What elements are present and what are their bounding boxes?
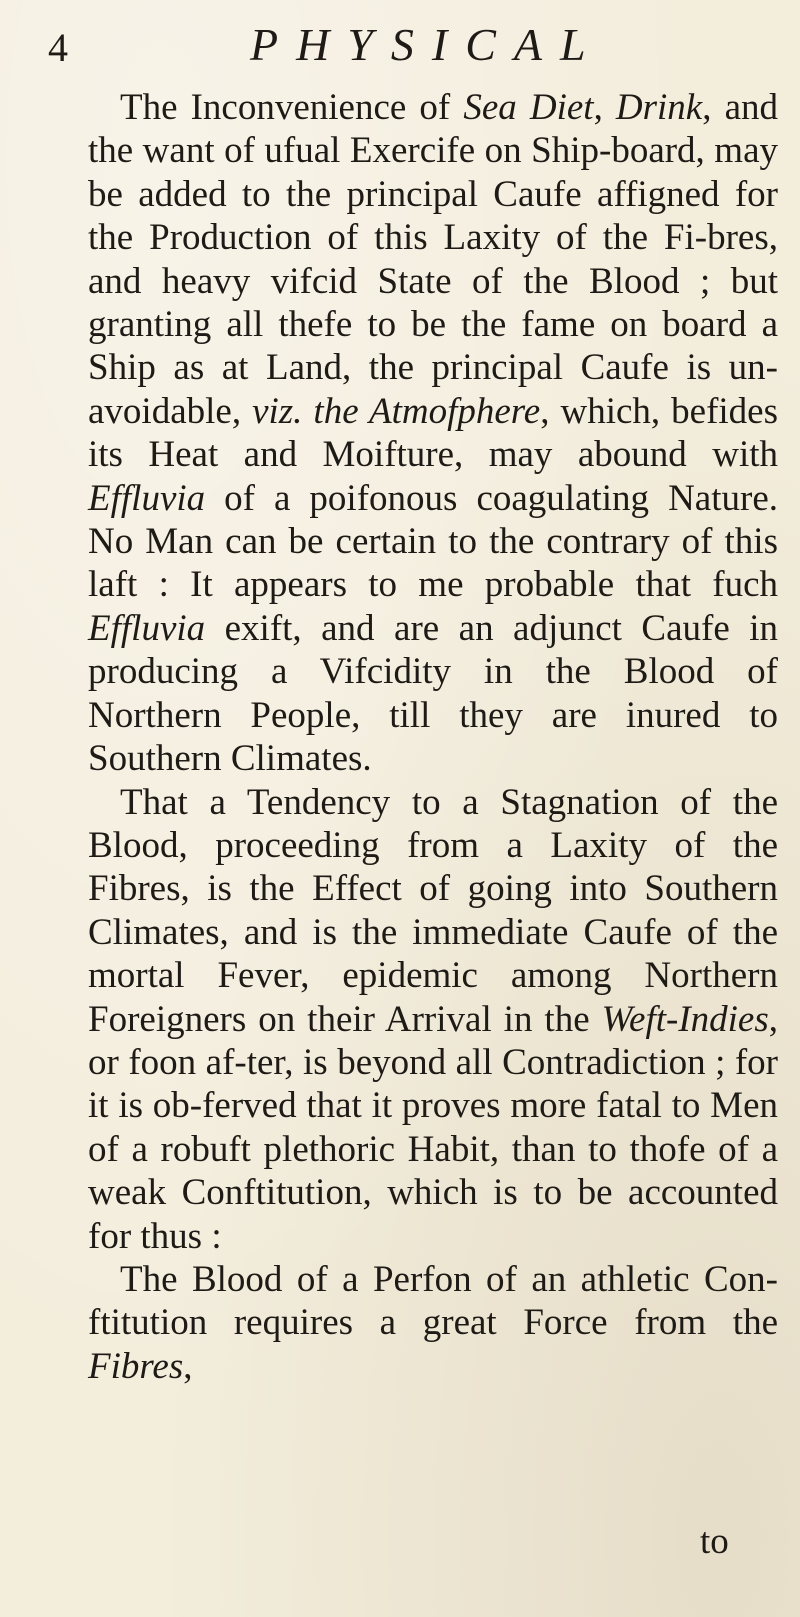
italic-text: Effluvia [88, 477, 206, 519]
text-run: of a poifonous coagulating Nature. No Man can be certain to the contrary of this laft : It appears to me probable that fuch [88, 477, 778, 606]
text-run: The Blood of a Perfon of an athletic Con-ftitution requires a great Force from the [88, 1258, 778, 1344]
page-number: 4 [48, 25, 68, 70]
text-run: That a Tendency to a Stagnation of the Blood, proceeding from a Laxity of the Fibres, is the Effect of going into Southern Climates, and is the immediate Caufe of the mortal Fever, epidemic among Northern Foreigners on their Arrival in the [88, 781, 778, 1040]
paragraph [88, 1258, 778, 1388]
italic-text: Effluvia [88, 607, 206, 649]
text-run: exift, and are an adjunct Caufe in producing a Vifcidity in the Blood of Northern People, till they are inured to Southern Climates. [88, 607, 778, 780]
italic-text: Sea Diet [463, 87, 594, 128]
page-header [0, 6, 800, 76]
catchword: to [700, 1521, 729, 1562]
text-run: , which, befides its Heat and Moifture, may abound with [88, 390, 778, 476]
text-run: , [593, 87, 616, 128]
italic-text: Weft-Indies [601, 998, 769, 1040]
text-run: , and the want of ufual Exercife on Ship-board, may be added to the principal Caufe affigned for the Production of this Laxity of the Fi-bres, and heavy vifcid State of the Blood ; but granting all thefe to be the fame on board a Ship as at Land, the principal Caufe is un-avoidable, [88, 87, 778, 432]
text-run: , [183, 1345, 193, 1387]
italic-text: viz. the Atmofphere [252, 390, 541, 432]
paragraph [88, 781, 778, 1258]
italic-text: Fibres [88, 1345, 184, 1387]
italic-text: Drink [615, 87, 703, 128]
text-run: , or foon af-ter, is beyond all Contradiction ; for it is ob-ferved that it proves more fatal to Men of a robuft plethoric Habit, than to thofe of a weak Conftitution, which is to be accounted for thus : [88, 998, 778, 1257]
paragraph [88, 86, 778, 781]
body-text [88, 86, 778, 1388]
running-head: PHYSICAL [250, 19, 604, 70]
text-run: The Inconvenience of [120, 87, 464, 128]
